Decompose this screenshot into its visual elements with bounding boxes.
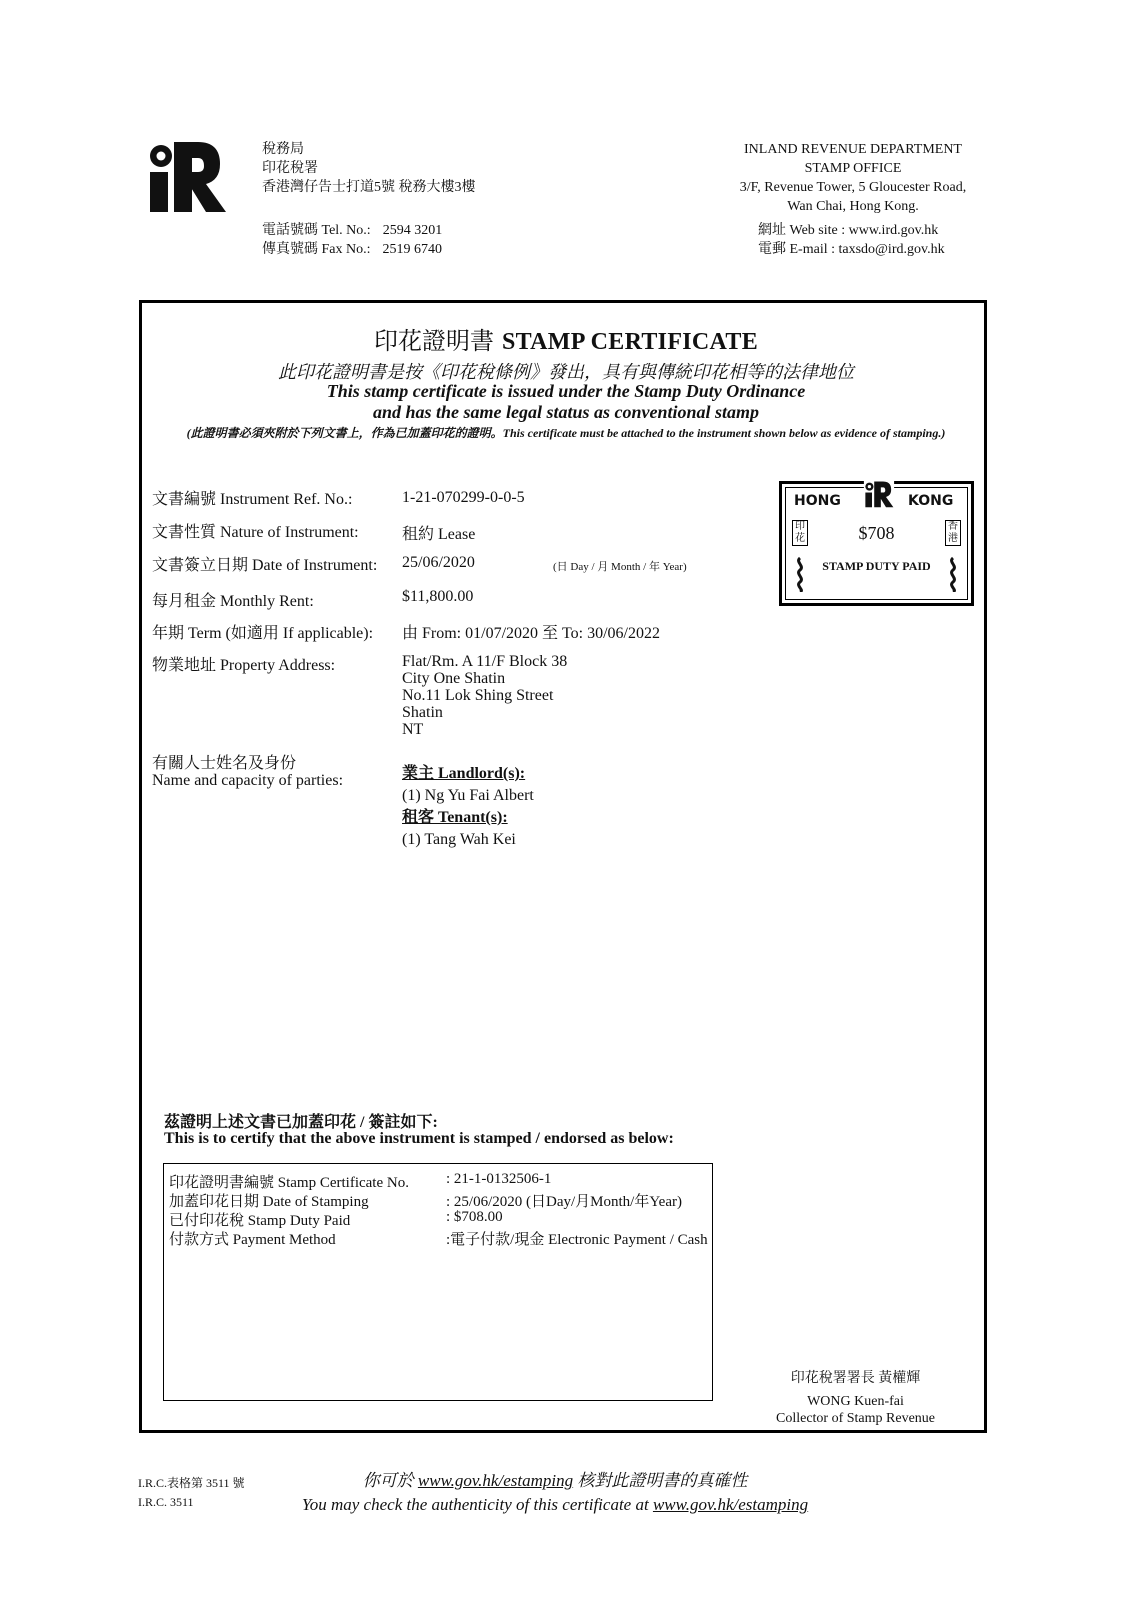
header-address-zh [262, 140, 476, 197]
header-line: 3/F, Revenue Tower, 5 Gloucester Road, [739, 180, 967, 195]
signature-title: Collector of Stamp Revenue [775, 1411, 936, 1426]
header-line: STAMP OFFICE [804, 161, 902, 176]
tel-label: 電話號碼 Tel. No.: [262, 223, 371, 238]
parties-label-en: Name and capacity of parties: [152, 772, 344, 789]
header-contact [262, 221, 442, 259]
subtitle-en-1: This stamp certificate is issued under the Stamp Duty Ordinance [326, 381, 806, 401]
fax-label: 傳真號碼 Fax No.: [262, 242, 371, 257]
attach-note: (此證明書必須夾附於下列文書上，作為已加蓋印花的證明。This certificate must be attached to the instrument shown below as evidence of stamping.) [186, 426, 946, 440]
estamping-link-en[interactable]: www.gov.hk/estamping [652, 1495, 809, 1514]
stamp-side-left: 印花 [792, 520, 808, 546]
stamp-kong: KONG [908, 493, 954, 509]
header-line: 印花稅署 [262, 161, 318, 176]
stamp-caption: STAMP DUTY PAID [822, 559, 931, 573]
estamping-link-zh[interactable]: www.gov.hk/estamping [417, 1471, 574, 1490]
header-line: INLAND REVENUE DEPARTMENT [744, 142, 962, 157]
address-line: Shatin [402, 704, 443, 721]
header-web [758, 221, 945, 259]
parties-label-zh: 有關人士姓名及身份 [152, 755, 297, 772]
date-value: 25/06/2020 [402, 554, 475, 571]
form-number [138, 1474, 245, 1512]
stamping-date-label: 加蓋印花日期 Date of Stamping [169, 1194, 369, 1210]
signature-block [738, 1393, 973, 1427]
tenant-heading: 租客 Tenant(s): [402, 809, 508, 826]
stamping-details-box [163, 1163, 713, 1401]
date-label: 文書簽立日期 Date of Instrument: [152, 557, 378, 574]
address-line: NT [402, 721, 424, 738]
ird-logo [146, 138, 228, 214]
authenticity-note [230, 1469, 880, 1517]
certificate-box [139, 300, 987, 1433]
header-line: Wan Chai, Hong Kong. [787, 199, 919, 214]
term-label: 年期 Term (如適用 If applicable): [152, 625, 374, 642]
tenant-name: (1) Tang Wah Kei [402, 831, 516, 848]
date-format: (日 Day / 月 Month / 年 Year) [553, 561, 687, 573]
check-zh-post: 核對此證明書的真確性 [573, 1471, 748, 1490]
ref-value: 1-21-070299-0-0-5 [402, 489, 525, 506]
check-zh-pre: 你可於 [362, 1471, 418, 1490]
stamping-date-value: : 25/06/2020 (日Day/月Month/年Year) [446, 1194, 682, 1210]
address-line: City One Shatin [402, 670, 506, 687]
form-number-zh: I.R.C.表格第 3511 號 [138, 1476, 245, 1490]
fax-value: 2519 6740 [382, 242, 442, 257]
certify-en: This is to certify that the above instrument is stamped / endorsed as below: [164, 1130, 674, 1147]
term-value: 由 From: 01/07/2020 至 To: 30/06/2022 [402, 625, 661, 642]
rent-value: $11,800.00 [402, 588, 474, 605]
parties-label [152, 755, 343, 789]
address-label: 物業地址 Property Address: [152, 657, 336, 674]
parties [402, 763, 534, 851]
payment-method-value: :電子付款/現金 Electronic Payment / Cash [446, 1232, 708, 1248]
form-number-en: I.R.C. 3511 [138, 1495, 194, 1509]
landlord-heading: 業主 Landlord(s): [402, 765, 526, 782]
stamp-amount: $708 [858, 523, 895, 543]
rent-label: 每月租金 Monthly Rent: [152, 593, 314, 610]
landlord-name: (1) Ng Yu Fai Albert [402, 787, 534, 804]
stamp-logo-icon [862, 480, 896, 513]
header-address-en [718, 140, 988, 216]
property-address [402, 653, 567, 738]
address-line: Flat/Rm. A 11/F Block 38 [402, 653, 568, 670]
nature-value: 租約 Lease [402, 526, 476, 543]
subtitle-en-2: and has the same legal status as conventional stamp [372, 402, 760, 422]
nature-label: 文書性質 Nature of Instrument: [152, 524, 359, 541]
certify-zh: 茲證明上述文書已加蓋印花 / 簽註如下: [164, 1114, 438, 1131]
stamp-hong: HONG [794, 493, 841, 509]
certificate-title [142, 321, 990, 356]
payment-method-label: 付款方式 Payment Method [169, 1232, 336, 1248]
email: 電郵 E-mail : taxsdo@ird.gov.hk [758, 242, 945, 257]
duty-stamp [779, 481, 974, 606]
stamp-cert-no-value: : 21-1-0132506-1 [446, 1171, 552, 1187]
ref-label: 文書編號 Instrument Ref. No.: [152, 491, 353, 508]
stamp-side-right: 香港 [945, 520, 961, 546]
signature-title-zh: 印花稅署署長 黃權輝 [790, 1371, 921, 1386]
stamp-cert-no-label: 印花證明書編號 Stamp Certificate No. [169, 1175, 409, 1191]
title-en: STAMP CERTIFICATE [501, 329, 759, 355]
check-en-pre: You may check the authenticity of this certificate at [301, 1495, 653, 1514]
duty-paid-label: 已付印花稅 Stamp Duty Paid [169, 1213, 351, 1229]
website: 網址 Web site : www.ird.gov.hk [758, 223, 939, 238]
tel-value: 2594 3201 [382, 223, 443, 238]
duty-paid-value: : $708.00 [446, 1209, 503, 1225]
title-zh: 印花證明書 [373, 329, 494, 355]
subtitle-zh: 此印花證明書是按《印花稅條例》發出，具有與傳統印花相等的法律地位 [278, 362, 854, 382]
header-line: 香港灣仔告士打道5號 稅務大樓3樓 [262, 180, 476, 195]
header-line: 稅務局 [262, 142, 304, 157]
address-line: No.11 Lok Shing Street [402, 687, 554, 704]
signature-name: WONG Kuen-fai [807, 1394, 904, 1409]
